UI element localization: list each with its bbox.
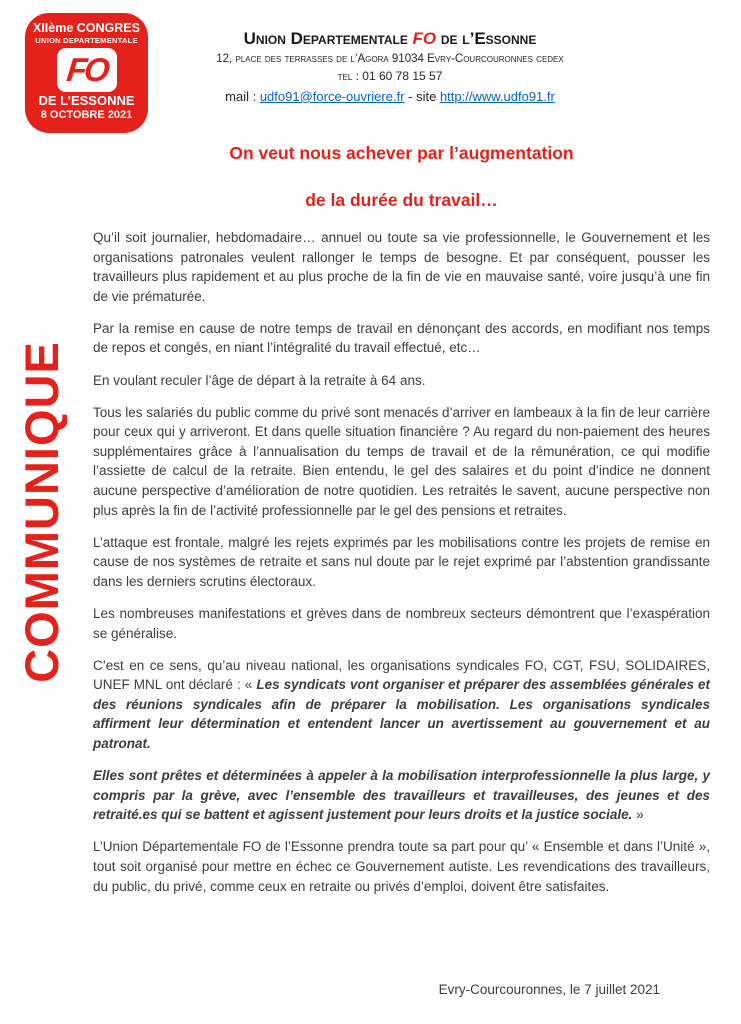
quote-run: Elles sont prêtes et déterminées à appeler à la mobilisation interprofessionnelle la plus large, y compris par la grève, avec l’ensemble des travailleurs et travailleuses, des jeunes et des retraité.es qui se battent et agissent justement pour leurs droits et la justice sociale. [93,768,710,823]
dateline: Evry-Courcouronnes, le 7 juillet 2021 [438,982,660,997]
text-run: L’attaque est frontale, malgré les rejets exprimés par les mobilisations contre les projets de remise en cause de nos systèmes de retraite et sans nul doute par le rejet exprimé par l’abstention grandissante dans les derniers scrutins électoraux. [93,534,710,589]
fo-logo-text: FO [64,51,109,89]
congress-date: 8 OCTOBRE 2021 [40,108,133,121]
body-paragraph [93,228,710,306]
body-paragraph [93,533,710,592]
body-paragraph [93,766,710,825]
contact-line [180,88,600,106]
website-link[interactable]: http://www.udfo91.fr [439,88,555,104]
body-paragraph [93,319,710,358]
text-run: En voulant reculer l’âge de départ à la retraite à 64 ans. [93,372,426,388]
org-name-prefix: Union Departementale [243,29,413,48]
document-title-line1: On veut nous achever par l’augmentation [229,143,574,163]
quote-run: Les syndicats vont organiser et préparer des assemblées générales et des réunions syndicales afin de préparer la mobilisation. Les organisations syndicales affirment leur détermination et entendent lancer un avertissement au gouvernement et au patronat. [93,677,710,752]
org-name-fo: FO [412,29,437,48]
org-name-suffix: de l’Essonne [436,29,537,48]
fo-congress-logo [25,13,148,133]
email-link[interactable]: udfo91@force-ouvriere.fr [259,88,405,104]
text-run: Les nombreuses manifestations et grèves dans de nombreux secteurs démontrent que l’exaspération se généralise. [93,606,710,641]
mail-label: mail : [225,88,260,104]
text-run: L’Union Départementale FO de l’Essonne prendra toute sa part pour qu’ « Ensemble et dans l’Unité », tout soit organisé pour mettre en échec ce Gouvernement autiste. Les revendications des travailleurs, du public, du privé, comme ceux en retraite ou privés d’emploi, doivent être satisfaites. [93,839,710,894]
text-run: Qu’il soit journalier, hebdomadaire… annuel ou toute sa vie professionnelle, le Gouvernement et les organisations patronales veulent rallonger le temps de besogne. Et par conséquent, pousser les travailleurs plus rapidement et au plus proche de la fin de vie en mauvaise santé, voire jusqu’à une fin de vie prématurée. [93,230,710,304]
postal-address: 12, place des terrasses de l’Agora 91034 Evry-Courcouronnes cedex [216,53,564,66]
text-run: Par la remise en cause de notre temps de travail en dénonçant des accords, en modifiant nos temps de repos et congés, en niant l’intégralité du travail effectué, etc… [93,320,710,356]
text-run: Tous les salariés du public comme du privé sont menacés d’arriver en lambeaux à la fin de leur carrière pour ceux qui y arriveront. Et dans quelle situation financière ? Au regard du non-paiement des heures supplémentaires grâce à l’annualisation du temps de travail et de la rémunération, ce qui modifie l’assiette de calcul de la retraite. Bien entendu, le gel des salaires et du point d’indice ne donnent aucune perspective d’amélioration de notre quotidien. Les retraités le savent, aucune perspective non plus après la fin de l’activité professionnelle par le gel des pensions et retraites. [93,404,710,518]
logo-department: DE L’ESSONNE [38,92,135,108]
body-paragraph [93,403,710,521]
document-title-line2: de la durée du travail… [305,190,498,210]
congress-subtitle: UNION DEPARTEMENTALE [35,35,138,45]
phone-number: tel : 01 60 78 15 57 [337,69,443,84]
document-title [93,143,710,211]
text-run: C’est en ce sens, qu’au niveau national, les organisations syndicales FO, CGT, FSU, SOLIDAIRES, UNEF MNL ont déclaré : « [93,657,710,693]
body-text [93,228,710,909]
body-paragraph [93,604,710,643]
body-paragraph [93,837,710,896]
communique-vertical-label: COMMUNIQUE [15,341,68,683]
organization-name [180,28,600,49]
text-run: » [632,807,644,823]
fo-logo-icon [57,48,117,92]
letterhead [180,28,600,105]
site-separator: - site [404,88,440,104]
body-paragraph [93,371,710,391]
body-paragraph [93,656,710,754]
congress-title: XIIème CONGRES [33,21,140,35]
